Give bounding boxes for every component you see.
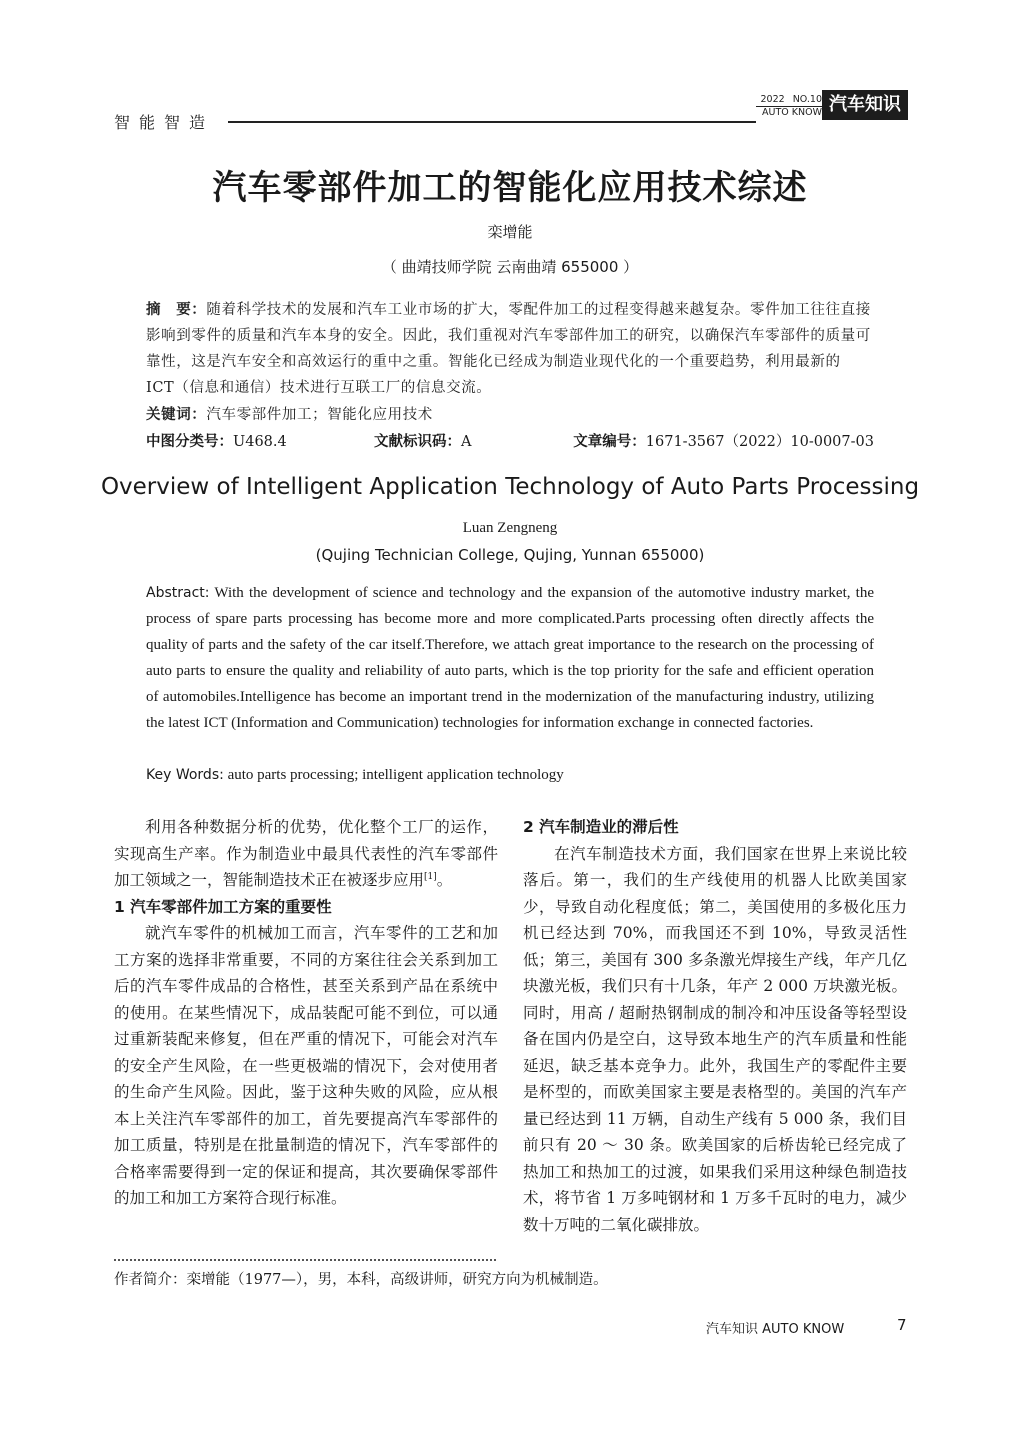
body-paragraph bbox=[114, 814, 498, 894]
issue-year: 2022 bbox=[760, 94, 785, 105]
abstract-en-text: With the development of science and technology and the expansion of the automotive industry market, the process of spare parts processing has become more and more complicated.Parts processing often directly affects the quality of parts and the safety of the car itself.Therefore, we attach great importance to the research on the processing of auto parts to ensure the quality and reliability of auto parts, which is the top priority for the safe and efficient operation of automobiles.Intelligence has become an important trend in the modernization of the manufacturing industry, utilizing the latest ICT (Information and Communication) technologies for information exchange in connected factories. bbox=[146, 585, 874, 731]
article-number-label: 文章编号： bbox=[573, 434, 646, 450]
body-paragraph-end: 。 bbox=[436, 871, 453, 889]
abstract-zh bbox=[146, 297, 874, 401]
footer-journal-name: 汽车知识 AUTO KNOW bbox=[706, 1322, 845, 1337]
section-heading-2: 2 汽车制造业的滞后性 bbox=[523, 818, 679, 836]
author-en: Luan Zengneng bbox=[462, 520, 558, 536]
author-zh: 栾增能 bbox=[487, 223, 533, 241]
body-paragraph-text: 利用各种数据分析的优势，优化整个工厂的运作，实现高生产率。作为制造业中最具代表性的汽车零部件加工领域之一，智能制造技术正在被逐步应用 bbox=[114, 818, 498, 889]
doc-code-label: 文献标识码： bbox=[374, 434, 461, 450]
body-paragraph: 在汽车制造技术方面，我们国家在世界上来说比较落后。第一，我们的生产线使用的机器人比欧美国家少，导致自动化程度低；第二，美国使用的多极化压力机已经达到 70%，而我国还不到 10%，导致灵活性低；第三，美国有 300 多条激光焊接生产线，年产几亿块激光板，我们只有十几条，年产 2 000 万块激光板。同时，用高 / 超耐热钢制成的制冷和冲压设备等轻型设备在国内仍是空白，这导致本地生产的汽车质量和性能延迟，缺乏基本竞争力。此外，我国生产的零配件主要是杯型的，而欧美国家主要是表格型的。美国的汽车产量已经达到 11 万辆，自动生产线有 5 000 条，我们目前只有 20 ～ 30 条。欧美国家的后桥齿轮已经完成了热加工和热加工的过渡，如果我们采用这种绿色制造技术，将节省 1 万多吨钢材和 1 万多千瓦时的电力，减少数十万吨的二氧化碳排放。 bbox=[523, 844, 907, 1234]
affiliation-en: (Qujing Technician College, Qujing, Yunnan 655000) bbox=[315, 546, 705, 564]
body-column-right bbox=[523, 814, 907, 1238]
keywords-en bbox=[146, 762, 874, 788]
section-label: 智能智造 bbox=[114, 113, 215, 132]
clc-label: 中图分类号： bbox=[146, 434, 233, 450]
affiliation-zh: （ 曲靖技师学院 云南曲靖 655000 ） bbox=[381, 258, 639, 276]
abstract-zh-text: 随着科学技术的发展和汽车工业市场的扩大，零配件加工的过程变得越来越复杂。零件加工往往直接影响到零件的质量和汽车本身的安全。因此，我们重视对汽车零部件加工的研究，以确保汽车零部件的质量可靠性，这是汽车安全和高效运行的重中之重。智能化已经成为制造业现代化的一个重要趋势，利用最新的 ICT（信息和通信）技术进行互联工厂的信息交流。 bbox=[146, 302, 871, 396]
article-number-value: 1671-3567（2022）10-0007-03 bbox=[645, 434, 874, 450]
issue-number: NO.10 bbox=[792, 94, 822, 105]
abstract-zh-label: 摘 要： bbox=[146, 302, 207, 318]
title-en: Overview of Intelligent Application Technology of Auto Parts Processing bbox=[100, 474, 920, 500]
doc-code-value: A bbox=[461, 434, 472, 450]
page-number: 7 bbox=[897, 1316, 907, 1334]
keywords-zh-text: 汽车零部件加工；智能化应用技术 bbox=[206, 407, 433, 423]
journal-badge: 汽车知识 bbox=[822, 90, 908, 120]
title-zh: 汽车零部件加工的智能化应用技术综述 bbox=[212, 168, 808, 208]
body-paragraph: 就汽车零件的机械加工而言，汽车零件的工艺和加工方案的选择非常重要，不同的方案往往会关系到加工后的汽车零件成品的合格性，甚至关系到产品在系统中的使用。在某些情况下，成品装配可能不到位，可以通过重新装配来修复，但在严重的情况下，可能会对汽车的安全产生风险，在一些更极端的情况下，会对使用者的生命产生风险。因此，鉴于这种失败的风险，应从根本上关注汽车零部件的加工，首先要提高汽车零部件的加工质量，特别是在批量制造的情况下，汽车零部件的合格率需要得到一定的保证和提高，其次要确保零部件的加工和加工方案符合现行标准。 bbox=[114, 924, 498, 1207]
keywords-zh bbox=[146, 402, 874, 428]
abstract-en bbox=[146, 580, 874, 736]
abstract-en-label: Abstract: bbox=[146, 585, 210, 601]
citation-ref: [1] bbox=[424, 871, 437, 882]
body-column-left bbox=[114, 814, 498, 1212]
keywords-en-text: auto parts processing; intelligent application technology bbox=[223, 767, 564, 783]
clc-value: U468.4 bbox=[233, 434, 287, 450]
author-footnote: 作者简介：栾增能（1977—），男，本科，高级讲师，研究方向为机械制造。 bbox=[114, 1272, 608, 1288]
footnote-rule bbox=[114, 1259, 496, 1261]
keywords-zh-label: 关键词： bbox=[146, 407, 207, 423]
header-rule bbox=[228, 121, 756, 123]
section-heading-1: 1 汽车零部件加工方案的重要性 bbox=[114, 897, 332, 916]
journal-name-en: AUTO KNOW bbox=[762, 107, 822, 118]
issue-info bbox=[756, 94, 822, 118]
keywords-en-label: Key Words: bbox=[146, 767, 224, 783]
